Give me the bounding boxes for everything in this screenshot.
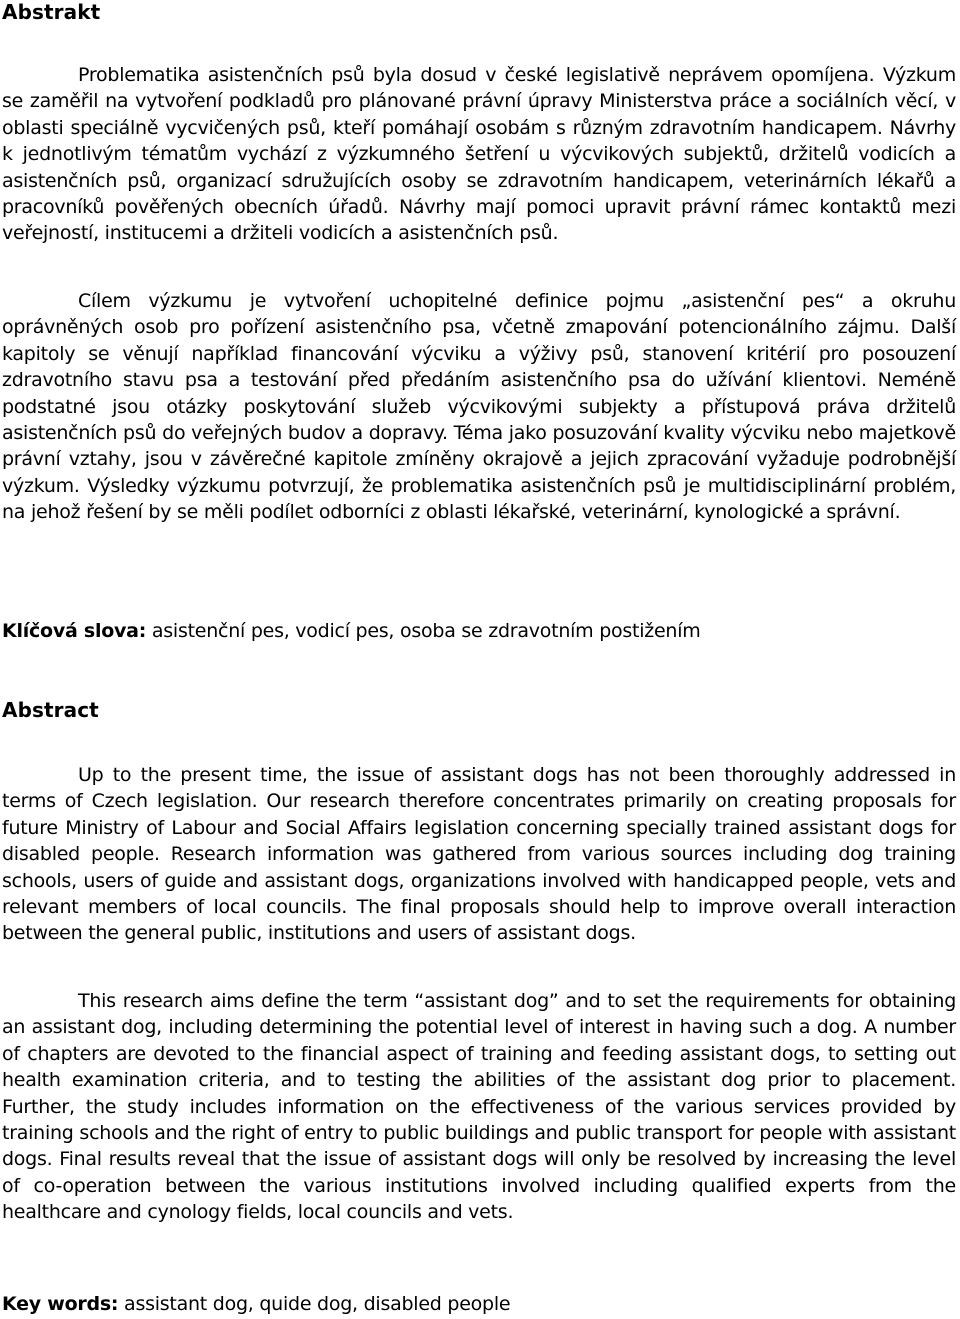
english-abstract-paragraph-1: Up to the present time, the issue of assistant dogs has not been thoroughly addressed in terms of Czech legislation. Our research therefore concentrates primarily on creating proposals for future Ministry of Labour and Social Affairs legislation concerning specially trained assistant dogs for disabled people. Research information was gathered from various sources including dog training schools, users of guide and assistant dogs, organizations involved with handicapped people, vets and relevant members of local councils. The final proposals should help to improve overall interaction between the general public, institutions and users of assistant dogs. bbox=[2, 764, 956, 945]
english-keywords bbox=[2, 1291, 510, 1317]
english-keywords-value: assistant dog, quide dog, disabled people bbox=[118, 1293, 511, 1315]
czech-abstract-heading: Abstrakt bbox=[2, 0, 101, 24]
czech-abstract-paragraph-1: Problematika asistenčních psů byla dosud v české legislativě neprávem opomíjena. Výzkum se zaměřil na vytvoření podkladů pro plánované právní úpravy Ministerstva práce a sociálních věcí, v oblasti speciálně vycvičených psů, kteří pomáhají osobám s různým zdravotním handicapem. Návrhy k jednotlivým tématům vychází z výzkumného šetření u výcvikových subjektů, držitelů vodicích a asistenčních psů, organizací sdružujících osoby se zdravotním handicapem, veterinárních lékařů a pracovníků pověřených obecních úřadů. Návrhy mají pomoci upravit právní rámec kontaktů mezi veřejností, institucemi a držiteli vodicích a asistenčních psů. bbox=[2, 64, 956, 245]
english-keywords-label: Key words: bbox=[2, 1293, 119, 1315]
english-abstract-paragraph-2: This research aims define the term “assistant dog” and to set the requirements for obtaining an assistant dog, including determining the potential level of interest in having such a dog. A number of chapters are devoted to the financial aspect of training and feeding assistant dogs, to setting out health examination criteria, and to testing the abilities of the assistant dog prior to placement. Further, the study includes information on the effectiveness of the various services provided by training schools and the right of entry to public buildings and public transport for people with assistant dogs. Final results reveal that the issue of assistant dogs will only be resolved by increasing the level of co-operation between the various institutions involved including qualified experts from the healthcare and cynology fields, local councils and vets. bbox=[2, 990, 956, 1224]
czech-abstract-paragraph-2: Cílem výzkumu je vytvoření uchopitelné definice pojmu „asistenční pes“ a okruhu oprávněných osob pro pořízení asistenčního psa, včetně zmapování potencionálního zájmu. Další kapitoly se věnují například financování výcviku a výživy psů, stanovení kritérií pro posouzení zdravotního stavu psa a testování před předáním asistenčního psa do užívání klientovi. Neméně podstatné jsou otázky poskytování služeb výcvikovými subjekty a přístupová práva držitelů asistenčních psů do veřejných budov a dopravy. Téma jako posuzování kvality výcviku nebo majetkově právní vztahy, jsou v závěrečné kapitole zmíněny okrajově a jejich zpracování vyžaduje podrobnější výzkum. Výsledky výzkumu potvrzují, že problematika asistenčních psů je multidisciplinární problém, na jehož řešení by se měli podílet odborníci z oblasti lékařské, veterinární, kynologické a správní. bbox=[2, 290, 956, 524]
czech-keywords-label: Klíčová slova: bbox=[2, 620, 147, 642]
czech-keywords bbox=[2, 618, 701, 644]
english-abstract-heading: Abstract bbox=[2, 698, 99, 722]
czech-keywords-value: asistenční pes, vodicí pes, osoba se zdravotním postižením bbox=[146, 620, 701, 642]
